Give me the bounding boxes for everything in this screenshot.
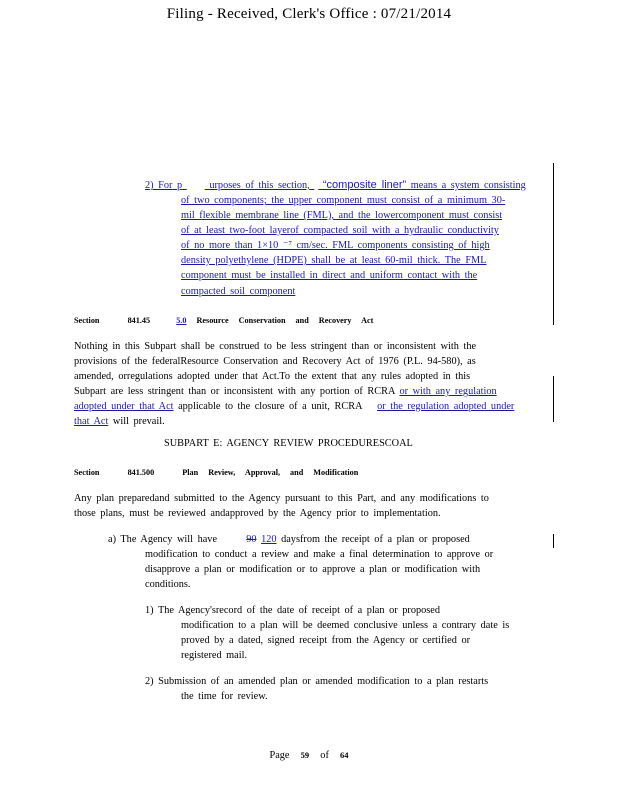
rcra-line-3: amended, orregulations adopted under that Act.To the extent that any rules adopted in this [74,371,471,382]
rcra-line-6 [74,414,165,429]
section-500-label: Section [74,468,100,477]
plan-line-1: Any plan preparedand submitted to the Agency pursuant to this Part, and any modifications to [74,493,489,504]
plan-line-2: those plans, must be reviewed andapproved by the Agency prior to implementation. [74,508,441,519]
item-2-line-2: the time for review. [181,691,268,702]
composite-line-2: of two components; the upper component must consist of a minimum 30- [181,195,506,206]
footer-total-pages: 64 [340,750,349,760]
item-1-line-4: registered mail. [181,650,248,661]
composite-line-8: compacted soil component [181,286,296,297]
change-bar-item-a [553,534,554,548]
section-841-500-heading [74,465,358,480]
rcra-line-4 [74,384,497,399]
composite-line-4: of at least two-foot layerof compacted soil with a hydraulic conductivity [181,225,499,236]
section-500-title: Plan Review, Approval, and Modification [182,468,359,477]
composite-line-7: component must be installed in direct and uniform contact with the [181,270,478,281]
rcra-line-5-insert: adopted under that Act [74,401,174,412]
item-2-line-1: 2) Submission of an amended plan or amended modification to a plan restarts [145,676,489,687]
rcra-line-2: provisions of the federalResource Conservation and Recovery Act of 1976 (P.L. 94-580), as [74,356,476,367]
footer-of-word: of [320,750,329,761]
subpart-e-heading: SUBPART E: AGENCY REVIEW PROCEDURESCOAL [164,438,413,449]
rcra-line-4-insert: or with any regulation [399,386,497,397]
item-a-new-days: 120 [261,534,277,545]
page-footer [0,750,618,761]
item-a-line-2: modification to conduct a review and make a final determination to approve or [145,549,494,560]
section-label: Section [74,316,100,325]
item-1-line-3: proved by a dated, signed receipt from the Agency or certified or [181,635,471,646]
rcra-line-4-text: Subpart are less stringent than or inconsistent with any portion of RCRA [74,386,395,397]
change-bar-rcra [553,376,554,422]
item-1-line-2: modification to a plan will be deemed conclusive unless a contrary date is [181,620,510,631]
rcra-line-5-text: applicable to the closure of a unit, RCRA [178,401,362,412]
filing-stamp-header: Filing - Received, Clerk's Office : 07/21/2014 [166,6,452,22]
item-a-line-1 [108,532,470,547]
section-500-number: 841.500 [127,468,155,477]
item-a-line-4: conditions. [145,579,191,590]
composite-line-1 [145,178,526,193]
footer-page-word: Page [269,750,290,761]
composite-line-3: mil flexible membrane line (FML), and the lowercomponent must consist [181,210,503,221]
item-a-line-1-rest: daysfrom the receipt of a plan or proposed [281,534,470,545]
composite-line-1-rest: means a system consisting [410,180,526,191]
item-a-line-3: disapprove a plan or modification or to approve a plan or modification with [145,564,481,575]
section-number: 841.45 [127,316,151,325]
item-a-old-days: 90 [246,534,257,545]
rcra-line-6-text: will prevail. [112,416,165,427]
composite-lead-2: urposes of this section, [209,180,310,191]
change-bar-composite [553,163,554,325]
rcra-line-5 [74,399,514,414]
rcra-line-6-insert: that Act [74,416,109,427]
composite-liner-term: “composite liner” [322,179,407,191]
section-title: Resource Conservation and Recovery Act [196,316,374,325]
item-a-prefix: a) The Agency will have [108,534,218,545]
composite-lead: 2) For p [145,180,183,191]
rcra-line-5-insert-2: or the regulation adopted under [377,401,515,412]
section-sub-number: 5.0 [176,316,187,325]
item-1-line-1: 1) The Agency'srecord of the date of receipt of a plan or proposed [145,605,440,616]
composite-line-6: density polyethylene (HDPE) shall be at least 60-mil thick. The FML [181,255,487,266]
composite-line-5: of no more than 1×10 ⁻⁷ cm/sec. FML components consisting of high [181,240,490,251]
section-841-45-heading [74,313,373,328]
rcra-line-1: Nothing in this Subpart shall be construed to be less stringent than or inconsistent with the [74,341,477,352]
footer-page-number: 59 [300,750,310,760]
